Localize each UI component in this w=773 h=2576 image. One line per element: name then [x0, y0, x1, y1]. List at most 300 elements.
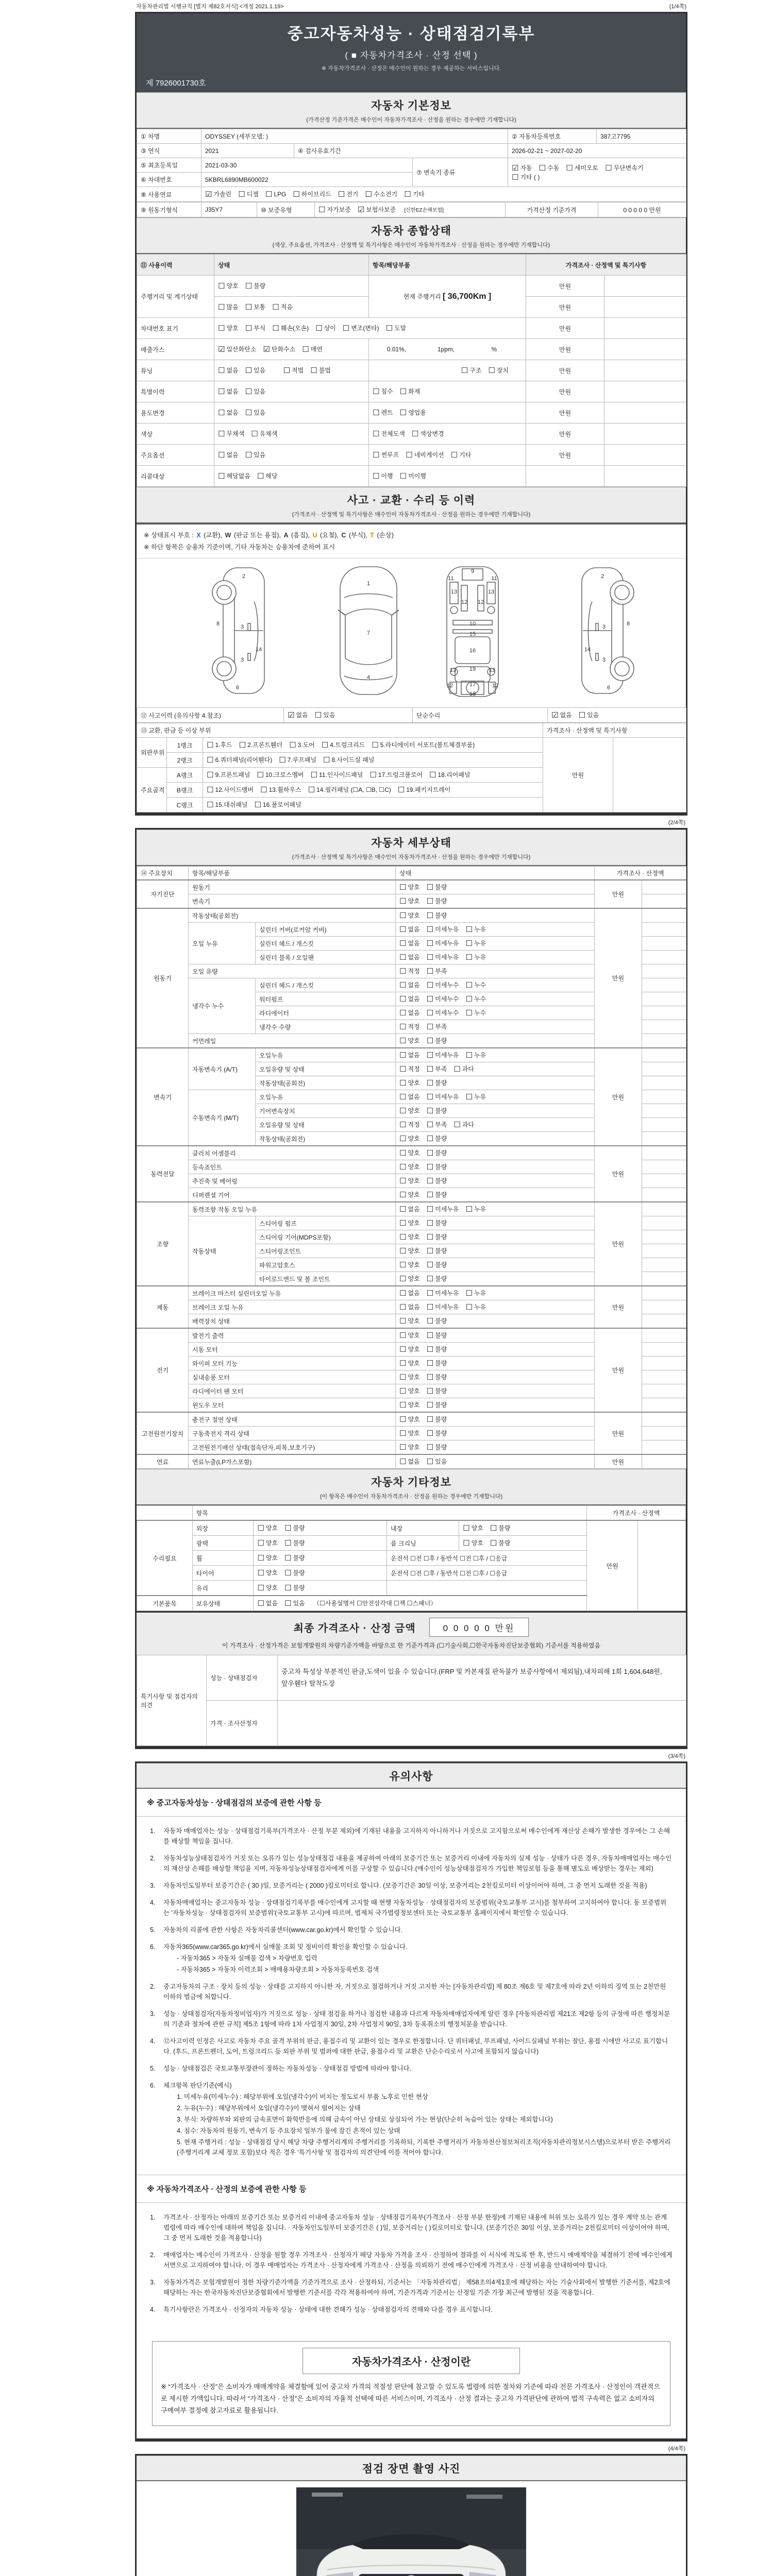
checkbox-option[interactable] — [373, 408, 393, 417]
checkbox-option[interactable] — [427, 1148, 447, 1158]
checkbox-option[interactable] — [399, 967, 420, 976]
checkbox-option[interactable] — [488, 366, 509, 375]
checkbox-icon[interactable]: ☑ — [551, 711, 559, 720]
checkbox-option[interactable] — [288, 710, 308, 720]
checkbox-icon[interactable]: ☐ — [218, 324, 225, 333]
checkbox-icon[interactable]: ☐ — [426, 1177, 434, 1185]
checkbox-option[interactable] — [218, 324, 239, 333]
checkbox-icon[interactable]: ☐ — [426, 1331, 434, 1340]
checkbox-option[interactable] — [257, 770, 304, 779]
checkbox-icon[interactable]: ☐ — [465, 1205, 473, 1214]
checkbox-icon[interactable]: ☐ — [218, 472, 225, 481]
checkbox-icon[interactable]: ☐ — [426, 1219, 434, 1228]
checkbox-option[interactable] — [465, 980, 486, 990]
checkbox-option[interactable] — [205, 190, 231, 199]
checkbox-icon[interactable]: ☐ — [289, 741, 296, 750]
checkbox-icon[interactable]: ☐ — [465, 995, 473, 1004]
checkbox-icon[interactable]: ☐ — [429, 771, 436, 779]
checkbox-icon[interactable]: ☐ — [399, 1093, 407, 1101]
checkbox-icon[interactable]: ☐ — [399, 1303, 407, 1312]
checkbox-icon[interactable]: ☐ — [399, 953, 407, 962]
checkbox-icon[interactable]: ☐ — [373, 409, 380, 417]
checkbox-icon[interactable]: ☐ — [399, 1387, 407, 1396]
checkbox-option[interactable] — [218, 366, 239, 375]
checkbox-icon[interactable]: ☐ — [397, 786, 405, 794]
checkbox-option[interactable] — [427, 1429, 447, 1438]
checkbox-icon[interactable]: ☐ — [399, 1023, 407, 1031]
checkbox-option[interactable] — [308, 785, 391, 794]
checkbox-icon[interactable]: ☐ — [399, 1233, 407, 1242]
checkbox-icon[interactable]: ☐ — [399, 1359, 407, 1368]
checkbox-icon[interactable]: ☐ — [566, 163, 573, 173]
checkbox-option[interactable] — [427, 1246, 447, 1256]
checkbox-icon[interactable]: ☐ — [453, 1121, 461, 1129]
checkbox-icon[interactable]: ☐ — [399, 1079, 407, 1088]
checkbox-option[interactable] — [399, 896, 420, 906]
checkbox-icon[interactable]: ☐ — [283, 366, 291, 375]
checkbox-icon[interactable]: ☐ — [207, 786, 214, 794]
checkbox-icon[interactable]: ☐ — [310, 366, 317, 375]
checkbox-option[interactable] — [427, 1134, 447, 1143]
checkbox-option[interactable] — [315, 324, 336, 333]
checkbox-option[interactable] — [310, 366, 331, 375]
checkbox-icon[interactable]: ☐ — [207, 801, 214, 809]
checkbox-option[interactable] — [399, 1176, 420, 1185]
checkbox-icon[interactable]: ☐ — [426, 1261, 434, 1269]
checkbox-option[interactable] — [257, 1599, 278, 1608]
checkbox-icon[interactable]: ☐ — [399, 409, 407, 417]
checkbox-option[interactable] — [386, 324, 407, 333]
checkbox-option[interactable] — [399, 1022, 420, 1031]
checkbox-option[interactable] — [427, 1386, 447, 1396]
checkbox-icon[interactable]: ☐ — [399, 1009, 407, 1018]
checkbox-option[interactable] — [218, 429, 244, 438]
checkbox-option[interactable] — [399, 1246, 420, 1256]
checkbox-icon[interactable]: ☐ — [399, 1134, 407, 1143]
checkbox-option[interactable] — [257, 1583, 278, 1592]
checkbox-option[interactable] — [400, 408, 426, 417]
checkbox-icon[interactable]: ☐ — [426, 1345, 434, 1354]
checkbox-icon[interactable]: ☐ — [411, 430, 419, 438]
checkbox-option[interactable] — [399, 980, 420, 990]
checkbox-icon[interactable]: ☑ — [205, 190, 212, 199]
checkbox-option[interactable] — [245, 387, 266, 396]
checkbox-option[interactable] — [207, 770, 250, 779]
checkbox-icon[interactable]: ☐ — [426, 1134, 434, 1143]
checkbox-icon[interactable]: ☐ — [426, 1359, 434, 1368]
checkbox-icon[interactable]: ☐ — [238, 190, 245, 199]
checkbox-option[interactable] — [551, 710, 572, 720]
checkbox-icon[interactable]: ☐ — [426, 925, 434, 934]
checkbox-icon[interactable]: ☐ — [245, 282, 253, 291]
checkbox-option[interactable] — [323, 755, 374, 765]
checkbox-option[interactable] — [427, 967, 447, 976]
checkbox-option[interactable] — [412, 429, 444, 438]
checkbox-option[interactable] — [239, 740, 282, 750]
checkbox-option[interactable] — [427, 1457, 447, 1466]
checkbox-option[interactable] — [218, 408, 239, 417]
checkbox-icon[interactable]: ☐ — [399, 1219, 407, 1228]
checkbox-icon[interactable]: ☐ — [426, 1037, 434, 1045]
checkbox-icon[interactable]: ☐ — [399, 1107, 407, 1115]
checkbox-option[interactable] — [398, 785, 451, 794]
checkbox-icon[interactable]: ☐ — [605, 163, 612, 173]
checkbox-icon[interactable]: ☐ — [245, 409, 253, 417]
checkbox-icon[interactable]: ☐ — [257, 1524, 264, 1533]
checkbox-option[interactable] — [399, 1429, 420, 1438]
checkbox-option[interactable] — [272, 324, 309, 333]
checkbox-icon[interactable]: ☐ — [490, 1539, 497, 1548]
checkbox-option[interactable] — [427, 896, 447, 906]
checkbox-icon[interactable]: ☐ — [245, 451, 253, 460]
checkbox-option[interactable] — [245, 366, 266, 375]
checkbox-icon[interactable]: ☐ — [257, 771, 264, 779]
checkbox-option[interactable] — [465, 925, 486, 934]
checkbox-option[interactable] — [257, 1523, 278, 1533]
checkbox-icon[interactable]: ☐ — [399, 939, 407, 948]
checkbox-icon[interactable]: ☐ — [399, 1191, 407, 1199]
checkbox-icon[interactable]: ☐ — [399, 1247, 407, 1256]
checkbox-option[interactable] — [427, 1050, 459, 1060]
checkbox-icon[interactable]: ☐ — [399, 1345, 407, 1354]
checkbox-option[interactable] — [399, 1274, 420, 1283]
checkbox-icon[interactable]: ☐ — [426, 1023, 434, 1031]
checkbox-option[interactable] — [260, 785, 301, 794]
checkbox-icon[interactable]: ☐ — [399, 883, 407, 892]
checkbox-option[interactable] — [427, 1345, 447, 1354]
checkbox-option[interactable] — [453, 1064, 474, 1074]
checkbox-option[interactable] — [512, 173, 540, 182]
checkbox-icon[interactable]: ☐ — [323, 756, 330, 765]
checkbox-option[interactable] — [399, 1457, 420, 1466]
checkbox-icon[interactable]: ☐ — [245, 387, 253, 396]
checkbox-option[interactable] — [365, 190, 397, 199]
checkbox-icon[interactable]: ☐ — [426, 897, 434, 906]
checkbox-option[interactable] — [465, 1092, 486, 1101]
checkbox-icon[interactable]: ☐ — [321, 741, 329, 750]
checkbox-icon[interactable]: ☐ — [302, 345, 309, 354]
checkbox-option[interactable] — [245, 324, 266, 333]
checkbox-icon[interactable]: ☐ — [399, 911, 407, 920]
checkbox-option[interactable] — [427, 1176, 447, 1185]
checkbox-option[interactable] — [465, 994, 486, 1004]
checkbox-option[interactable] — [427, 1064, 447, 1074]
checkbox-icon[interactable]: ☐ — [272, 324, 279, 333]
checkbox-option[interactable] — [372, 740, 475, 750]
checkbox-icon[interactable]: ☑ — [512, 163, 519, 173]
checkbox-option[interactable] — [399, 1050, 420, 1060]
checkbox-option[interactable] — [512, 163, 532, 173]
checkbox-icon[interactable]: ☐ — [426, 1093, 434, 1101]
checkbox-option[interactable] — [404, 190, 425, 199]
checkbox-option[interactable] — [427, 1232, 447, 1242]
checkbox-option[interactable] — [283, 366, 304, 375]
checkbox-icon[interactable]: ☐ — [426, 1429, 434, 1438]
checkbox-option[interactable] — [605, 163, 643, 173]
checkbox-icon[interactable]: ☐ — [369, 771, 377, 779]
checkbox-option[interactable] — [284, 1538, 305, 1548]
checkbox-icon[interactable]: ☐ — [284, 1524, 292, 1533]
checkbox-option[interactable] — [255, 800, 301, 809]
checkbox-option[interactable] — [399, 1064, 420, 1074]
checkbox-option[interactable] — [399, 939, 420, 948]
checkbox-option[interactable] — [399, 1386, 420, 1396]
checkbox-option[interactable] — [399, 1345, 420, 1354]
checkbox-option[interactable] — [566, 163, 598, 173]
checkbox-option[interactable] — [245, 302, 266, 312]
checkbox-option[interactable] — [399, 1162, 420, 1172]
checkbox-option[interactable] — [358, 205, 396, 214]
checkbox-icon[interactable]: ☐ — [465, 981, 473, 990]
checkbox-icon[interactable]: ☐ — [426, 1107, 434, 1115]
checkbox-option[interactable] — [427, 1372, 447, 1382]
checkbox-icon[interactable]: ☐ — [342, 324, 350, 333]
checkbox-option[interactable] — [251, 429, 277, 438]
checkbox-icon[interactable]: ☐ — [373, 387, 380, 396]
checkbox-icon[interactable]: ☐ — [257, 472, 264, 481]
checkbox-icon[interactable]: ☐ — [463, 1524, 470, 1533]
checkbox-option[interactable] — [289, 740, 315, 750]
checkbox-icon[interactable]: ☐ — [426, 1289, 434, 1298]
checkbox-option[interactable] — [207, 785, 254, 794]
checkbox-option[interactable] — [399, 911, 420, 920]
checkbox-icon[interactable]: ☐ — [315, 324, 323, 333]
checkbox-icon[interactable]: ☐ — [218, 282, 225, 291]
checkbox-icon[interactable]: ☐ — [465, 1303, 473, 1312]
checkbox-icon[interactable]: ☐ — [426, 1163, 434, 1172]
checkbox-option[interactable] — [257, 1568, 278, 1578]
checkbox-icon[interactable]: ☐ — [254, 801, 261, 809]
checkbox-icon[interactable]: ☐ — [399, 1163, 407, 1172]
checkbox-icon[interactable]: ☐ — [426, 1387, 434, 1396]
checkbox-option[interactable] — [399, 1008, 420, 1018]
checkbox-icon[interactable]: ☐ — [399, 1177, 407, 1185]
checkbox-option[interactable] — [427, 980, 459, 990]
checkbox-icon[interactable]: ☐ — [426, 981, 434, 990]
checkbox-icon[interactable]: ☐ — [284, 1569, 292, 1578]
checkbox-option[interactable] — [399, 1260, 420, 1269]
checkbox-icon[interactable]: ☐ — [426, 953, 434, 962]
checkbox-option[interactable] — [399, 1134, 420, 1143]
checkbox-option[interactable] — [399, 1400, 420, 1410]
checkbox-icon[interactable]: ☐ — [207, 771, 214, 779]
checkbox-icon[interactable]: ☐ — [465, 1009, 473, 1018]
checkbox-icon[interactable]: ☐ — [426, 1065, 434, 1074]
checkbox-icon[interactable]: ☐ — [257, 1584, 264, 1592]
checkbox-icon[interactable]: ☑ — [263, 345, 270, 354]
checkbox-icon[interactable]: ☐ — [257, 1554, 264, 1563]
checkbox-option[interactable] — [465, 1289, 486, 1298]
checkbox-option[interactable] — [427, 1302, 459, 1312]
checkbox-icon[interactable]: ☐ — [260, 786, 267, 794]
checkbox-icon[interactable]: ☑ — [357, 206, 365, 214]
checkbox-icon[interactable]: ☐ — [265, 190, 273, 199]
checkbox-option[interactable] — [369, 770, 423, 779]
checkbox-option[interactable] — [207, 800, 248, 809]
checkbox-icon[interactable]: ☐ — [465, 925, 473, 934]
checkbox-option[interactable] — [399, 1036, 420, 1045]
checkbox-option[interactable] — [490, 1538, 511, 1548]
checkbox-option[interactable] — [465, 1302, 486, 1312]
checkbox-option[interactable] — [218, 302, 239, 312]
checkbox-icon[interactable]: ☐ — [426, 1458, 434, 1466]
checkbox-option[interactable] — [257, 1538, 278, 1548]
checkbox-option[interactable] — [399, 1078, 420, 1088]
checkbox-option[interactable] — [318, 205, 351, 214]
checkbox-option[interactable] — [399, 1218, 420, 1228]
checkbox-option[interactable] — [427, 1316, 447, 1326]
checkbox-icon[interactable]: ☐ — [426, 1233, 434, 1242]
checkbox-icon[interactable]: ☐ — [426, 1009, 434, 1018]
checkbox-icon[interactable]: ☐ — [426, 1373, 434, 1382]
checkbox-option[interactable] — [293, 190, 331, 199]
checkbox-icon[interactable]: ☐ — [284, 1599, 292, 1608]
checkbox-icon[interactable]: ☐ — [406, 451, 413, 460]
checkbox-option[interactable] — [427, 1260, 447, 1269]
checkbox-icon[interactable]: ☐ — [399, 925, 407, 934]
checkbox-option[interactable] — [465, 1205, 486, 1214]
checkbox-icon[interactable]: ☐ — [399, 1051, 407, 1060]
checkbox-icon[interactable]: ☐ — [218, 303, 225, 312]
checkbox-icon[interactable]: ☐ — [310, 771, 317, 779]
checkbox-option[interactable] — [427, 1289, 459, 1298]
checkbox-icon[interactable]: ☐ — [399, 387, 407, 396]
checkbox-option[interactable] — [399, 1443, 420, 1452]
checkbox-option[interactable] — [427, 1008, 459, 1018]
checkbox-option[interactable] — [400, 471, 426, 481]
checkbox-option[interactable] — [427, 953, 459, 962]
checkbox-option[interactable] — [427, 1415, 447, 1424]
checkbox-option[interactable] — [427, 883, 447, 892]
checkbox-icon[interactable]: ☐ — [426, 1205, 434, 1214]
checkbox-option[interactable] — [399, 1190, 420, 1199]
checkbox-option[interactable] — [279, 755, 316, 765]
checkbox-option[interactable] — [373, 450, 399, 460]
checkbox-option[interactable] — [218, 471, 250, 481]
checkbox-icon[interactable]: ☑ — [288, 711, 295, 720]
checkbox-icon[interactable]: ☐ — [426, 995, 434, 1004]
checkbox-option[interactable] — [265, 190, 286, 199]
checkbox-icon[interactable]: ☐ — [426, 967, 434, 976]
checkbox-option[interactable] — [315, 710, 335, 720]
checkbox-icon[interactable]: ☐ — [399, 1415, 407, 1424]
checkbox-option[interactable] — [245, 408, 266, 417]
checkbox-icon[interactable]: ☐ — [404, 190, 411, 199]
checkbox-icon[interactable]: ☐ — [373, 472, 380, 481]
checkbox-icon[interactable]: ☐ — [426, 1191, 434, 1199]
checkbox-option[interactable] — [427, 925, 459, 934]
checkbox-icon[interactable]: ☐ — [257, 1539, 264, 1548]
checkbox-option[interactable] — [399, 953, 420, 962]
checkbox-icon[interactable]: ☐ — [426, 1247, 434, 1256]
checkbox-option[interactable] — [284, 1583, 305, 1592]
checkbox-icon[interactable]: ☐ — [465, 953, 473, 962]
checkbox-option[interactable] — [465, 939, 486, 948]
checkbox-option[interactable] — [427, 1331, 447, 1340]
checkbox-option[interactable] — [399, 1289, 420, 1298]
checkbox-option[interactable] — [218, 387, 239, 396]
checkbox-option[interactable] — [311, 770, 363, 779]
checkbox-icon[interactable]: ☐ — [399, 1429, 407, 1438]
checkbox-option[interactable] — [218, 345, 256, 354]
checkbox-option[interactable] — [463, 1538, 483, 1548]
checkbox-icon[interactable]: ☐ — [465, 939, 473, 948]
checkbox-option[interactable] — [207, 740, 232, 750]
checkbox-option[interactable] — [465, 1050, 486, 1060]
checkbox-option[interactable] — [465, 953, 486, 962]
checkbox-option[interactable] — [427, 1190, 447, 1199]
checkbox-option[interactable] — [427, 1359, 447, 1368]
checkbox-icon[interactable]: ☐ — [399, 472, 407, 481]
checkbox-option[interactable] — [399, 1205, 420, 1214]
checkbox-icon[interactable]: ☐ — [399, 981, 407, 990]
checkbox-icon[interactable]: ☐ — [399, 1289, 407, 1298]
checkbox-icon[interactable]: ☐ — [490, 1524, 497, 1533]
checkbox-icon[interactable]: ☐ — [399, 1331, 407, 1340]
checkbox-option[interactable] — [245, 281, 266, 291]
checkbox-option[interactable] — [373, 429, 405, 438]
checkbox-icon[interactable]: ☐ — [426, 1051, 434, 1060]
checkbox-option[interactable] — [284, 1568, 305, 1578]
checkbox-option[interactable] — [218, 450, 239, 460]
checkbox-icon[interactable]: ☐ — [488, 366, 495, 375]
checkbox-option[interactable] — [399, 1106, 420, 1115]
checkbox-option[interactable] — [238, 190, 259, 199]
checkbox-option[interactable] — [399, 883, 420, 892]
checkbox-icon[interactable]: ☐ — [426, 1149, 434, 1158]
checkbox-icon[interactable]: ☐ — [461, 366, 468, 375]
checkbox-icon[interactable]: ☐ — [308, 786, 315, 794]
checkbox-icon[interactable]: ☐ — [399, 967, 407, 976]
checkbox-option[interactable] — [245, 450, 266, 460]
checkbox-icon[interactable]: ☐ — [465, 1289, 473, 1298]
checkbox-icon[interactable]: ☐ — [257, 1599, 264, 1608]
checkbox-option[interactable] — [427, 1205, 459, 1214]
checkbox-option[interactable] — [399, 1331, 420, 1340]
checkbox-icon[interactable]: ☐ — [373, 451, 380, 460]
checkbox-option[interactable] — [451, 450, 472, 460]
checkbox-option[interactable] — [453, 1120, 474, 1129]
checkbox-option[interactable] — [343, 324, 379, 333]
checkbox-icon[interactable]: ☐ — [399, 1317, 407, 1326]
checkbox-option[interactable] — [272, 302, 293, 312]
checkbox-icon[interactable]: ☐ — [245, 324, 253, 333]
checkbox-icon[interactable]: ☐ — [284, 1554, 292, 1563]
checkbox-option[interactable] — [400, 387, 421, 396]
checkbox-option[interactable] — [427, 1120, 447, 1129]
checkbox-icon[interactable]: ☐ — [426, 883, 434, 892]
checkbox-option[interactable] — [427, 1092, 459, 1101]
checkbox-option[interactable] — [427, 994, 459, 1004]
checkbox-icon[interactable]: ☐ — [245, 366, 253, 375]
checkbox-icon[interactable]: ☐ — [218, 387, 225, 396]
checkbox-icon[interactable]: ☐ — [385, 324, 393, 333]
checkbox-icon[interactable]: ☐ — [318, 206, 326, 214]
checkbox-icon[interactable]: ☐ — [512, 173, 519, 182]
checkbox-icon[interactable]: ☐ — [426, 1121, 434, 1129]
checkbox-icon[interactable]: ☐ — [399, 1205, 407, 1214]
checkbox-icon[interactable]: ☐ — [399, 1443, 407, 1452]
checkbox-icon[interactable]: ☐ — [245, 303, 253, 312]
checkbox-icon[interactable]: ☐ — [426, 1317, 434, 1326]
checkbox-icon[interactable]: ☐ — [399, 1065, 407, 1074]
checkbox-icon[interactable]: ☐ — [453, 1065, 461, 1074]
checkbox-option[interactable] — [427, 939, 459, 948]
checkbox-option[interactable] — [427, 1443, 447, 1452]
checkbox-option[interactable] — [461, 366, 482, 375]
checkbox-option[interactable] — [218, 281, 239, 291]
checkbox-icon[interactable]: ☐ — [426, 1443, 434, 1452]
